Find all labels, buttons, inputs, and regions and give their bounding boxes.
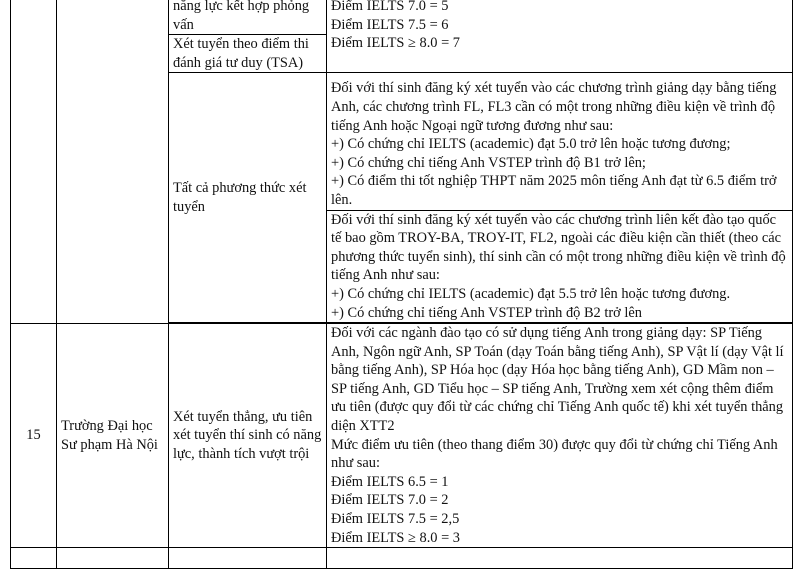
method-cell [169, 324, 327, 548]
method-cell [169, 35, 327, 73]
empty-cell [169, 548, 327, 569]
requirement-intro: Đối với thí sinh đăng ký xét tuyển vào các chương trình liên kết đào tạo quốc tế bao gồm TROY-BA, TROY-IT, FL2, ngoài các điều kiện cần thiết (theo các phương thức tuyển sinh), thí sinh cần có một trong những điều kiện về trình độ tiếng Anh như sau: [331, 211, 786, 284]
table-row [11, 0, 793, 35]
number-cell [11, 324, 57, 548]
requirement-item: +) Có chứng chỉ tiếng Anh VSTEP trình độ B2 trở lên [331, 304, 642, 321]
requirement-cell [327, 210, 793, 323]
empty-cell [327, 548, 793, 569]
empty-cell [11, 548, 57, 569]
row-number: 15 [26, 427, 41, 444]
admissions-table [10, 0, 793, 569]
school-cell-empty [57, 0, 169, 324]
ielts-score-line: Điểm IELTS 7.0 = 2 [331, 492, 449, 509]
ielts-score-line: Điểm IELTS ≥ 8.0 = 3 [331, 529, 461, 546]
table-row [11, 548, 793, 569]
requirement-item: +) Có chứng chỉ IELTS (academic) đạt 5.5 trở lên hoặc tương đương. [331, 285, 731, 302]
method-text: Xét tuyển thẳng, ưu tiên xét tuyển thí sinh có năng lực, thành tích vượt trội [173, 408, 322, 462]
ielts-score-line: Điểm IELTS 7.5 = 6 [331, 16, 449, 33]
table-row [11, 324, 793, 548]
requirement-item: +) Có chứng chỉ tiếng Anh VSTEP trình độ B1 trở lên; [331, 154, 646, 171]
empty-cell [57, 548, 169, 569]
method-text: Xét tuyển theo điểm thi đánh giá tư duy (TSA) [173, 36, 309, 71]
ielts-score-line: Điểm IELTS 7.5 = 2,5 [331, 511, 460, 528]
requirement-intro: Đối với thí sinh đăng ký xét tuyển vào các chương trình giảng dạy bằng tiếng Anh, các chương trình FL, FL3 cần có một trong những điều kiện về trình độ tiếng Anh hoặc Ngoại ngữ tương đương như sau: [331, 80, 777, 134]
ielts-score-line: Điểm IELTS 6.5 = 1 [331, 473, 449, 490]
number-cell-empty [11, 0, 57, 324]
school-name: Trường Đại học Sư phạm Hà Nội [61, 418, 158, 453]
requirement-cell [327, 73, 793, 210]
ielts-score-line: Điểm IELTS ≥ 8.0 = 7 [331, 35, 461, 52]
requirement-intro: Đối với các ngành đào tạo có sử dụng tiếng Anh trong giảng dạy: SP Tiếng Anh, Ngôn ngữ Anh, SP Toán (dạy Toán bằng tiếng Anh), SP Vật lí (dạy Vật lí bằng tiếng Anh), SP Hóa học (dạy Hóa học bằng tiếng Anh), GD Mầm non – SP tiếng Anh, GD Tiểu học – SP tiếng Anh, Trường xem xét cộng thêm điểm ưu tiên (được quy đổi từ các chứng chỉ Tiếng Anh quốc tế) khi xét tuyển thẳng diện XTT2 [331, 325, 784, 435]
requirement-note: Mức điểm ưu tiên (theo thang điểm 30) được quy đổi từ chứng chỉ Tiếng Anh như sau: [331, 436, 778, 472]
requirement-item: +) Có chứng chỉ IELTS (academic) đạt 5.0 trở lên hoặc tương đương; [331, 136, 731, 153]
school-cell [57, 324, 169, 548]
requirement-cell [327, 324, 793, 548]
method-cell [169, 0, 327, 35]
ielts-score-line: Điểm IELTS 7.0 = 5 [331, 0, 449, 14]
requirement-item: +) Có điểm thi tốt nghiệp THPT năm 2025 môn tiếng Anh đạt từ 6.5 điểm trở lên. [331, 173, 777, 208]
ielts-score-cell [327, 0, 793, 73]
method-cell [169, 73, 327, 323]
method-text: năng lực kết hợp phỏng vấn [173, 0, 310, 33]
method-text: Tất cả phương thức xét tuyển [173, 180, 307, 215]
